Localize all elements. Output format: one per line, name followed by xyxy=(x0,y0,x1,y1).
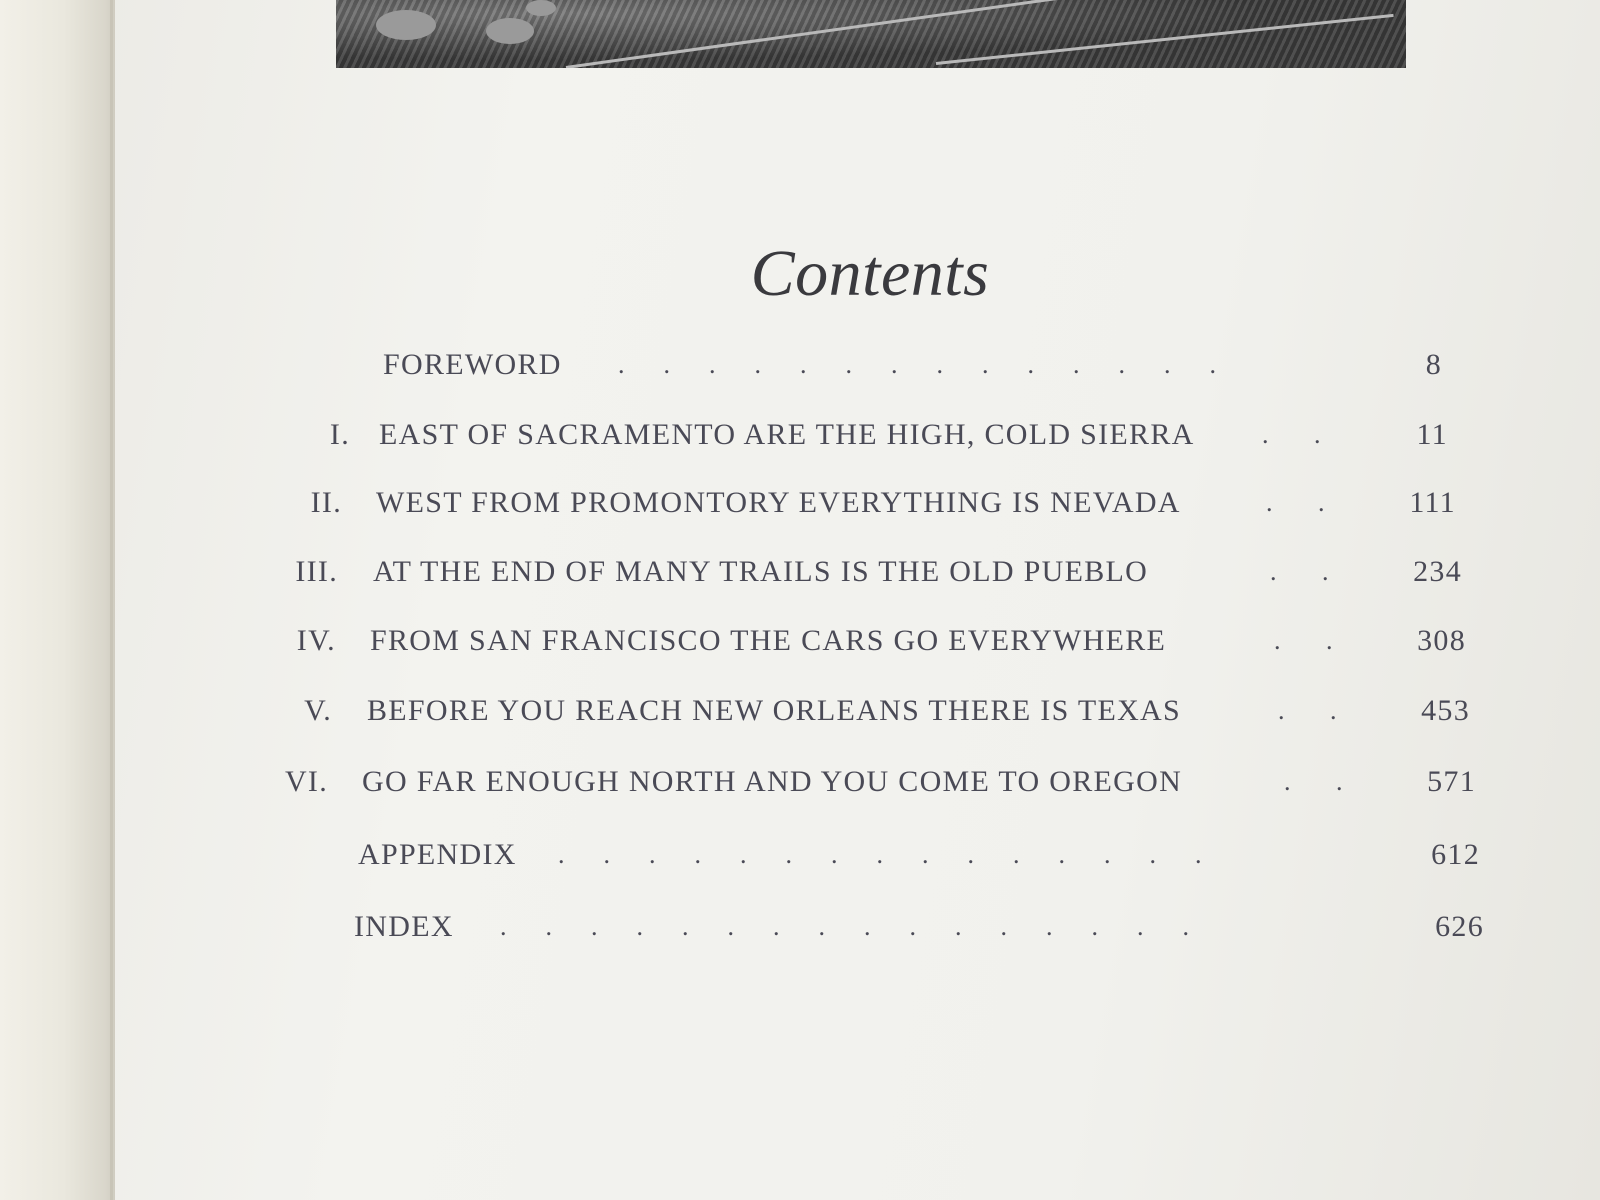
toc-entry-chapter-5[interactable] xyxy=(0,694,1600,730)
toc-roman: V. xyxy=(304,694,332,727)
toc-label: APPENDIX xyxy=(358,838,517,871)
contents-heading: Contents xyxy=(750,237,990,310)
toc-page-number: 571 xyxy=(1427,765,1476,798)
toc-entry-appendix[interactable] xyxy=(0,838,1600,874)
toc-page-number: 626 xyxy=(1435,910,1484,943)
toc-label: GO FAR ENOUGH NORTH AND YOU COME TO OREGON xyxy=(362,765,1183,798)
toc-entry-index[interactable] xyxy=(0,910,1600,946)
toc-roman: II. xyxy=(310,486,342,519)
toc-label: WEST FROM PROMONTORY EVERYTHING IS NEVADA xyxy=(376,486,1181,519)
toc-label: FOREWORD xyxy=(383,348,562,381)
toc-label: AT THE END OF MANY TRAILS IS THE OLD PUEBLO xyxy=(373,555,1149,588)
toc-leader: . . xyxy=(1270,557,1329,586)
toc-entry-foreword[interactable] xyxy=(0,348,1600,384)
toc-leader: . . xyxy=(1266,488,1325,517)
toc-label: FROM SAN FRANCISCO THE CARS GO EVERYWHERE xyxy=(370,624,1167,657)
toc-label: INDEX xyxy=(354,910,454,943)
toc-entry-chapter-4[interactable] xyxy=(0,624,1600,660)
toc-entry-chapter-6[interactable] xyxy=(0,765,1600,801)
toc-roman: I. xyxy=(329,418,350,451)
toc-page-number: 234 xyxy=(1413,555,1462,588)
toc-leader: . . . . . . . . . . . . . . xyxy=(618,350,1216,379)
toc-page-number: 111 xyxy=(1409,486,1456,519)
toc-label: EAST OF SACRAMENTO ARE THE HIGH, COLD SIERRA xyxy=(379,418,1195,451)
toc-page-number: 11 xyxy=(1416,418,1448,451)
toc-leader: . . . . . . . . . . . . . . . xyxy=(558,840,1202,869)
toc-leader: . . xyxy=(1262,420,1321,449)
toc-entry-chapter-2[interactable] xyxy=(0,486,1600,522)
toc-entry-chapter-3[interactable] xyxy=(0,555,1600,591)
toc-leader: . . xyxy=(1278,696,1337,725)
toc-label: BEFORE YOU REACH NEW ORLEANS THERE IS TEXAS xyxy=(367,694,1181,727)
toc-leader: . . xyxy=(1284,767,1343,796)
toc-roman: IV. xyxy=(296,624,336,657)
toc-entry-chapter-1[interactable] xyxy=(0,418,1600,454)
toc-leader: . . xyxy=(1274,626,1333,655)
toc-page-number: 612 xyxy=(1431,838,1480,871)
toc-page-number: 453 xyxy=(1421,694,1470,727)
toc-page-number: 8 xyxy=(1425,348,1442,381)
toc-page-number: 308 xyxy=(1417,624,1466,657)
toc-leader: . . . . . . . . . . . . . . . . xyxy=(500,912,1189,941)
toc-roman: III. xyxy=(295,555,338,588)
toc-roman: VI. xyxy=(284,765,328,798)
